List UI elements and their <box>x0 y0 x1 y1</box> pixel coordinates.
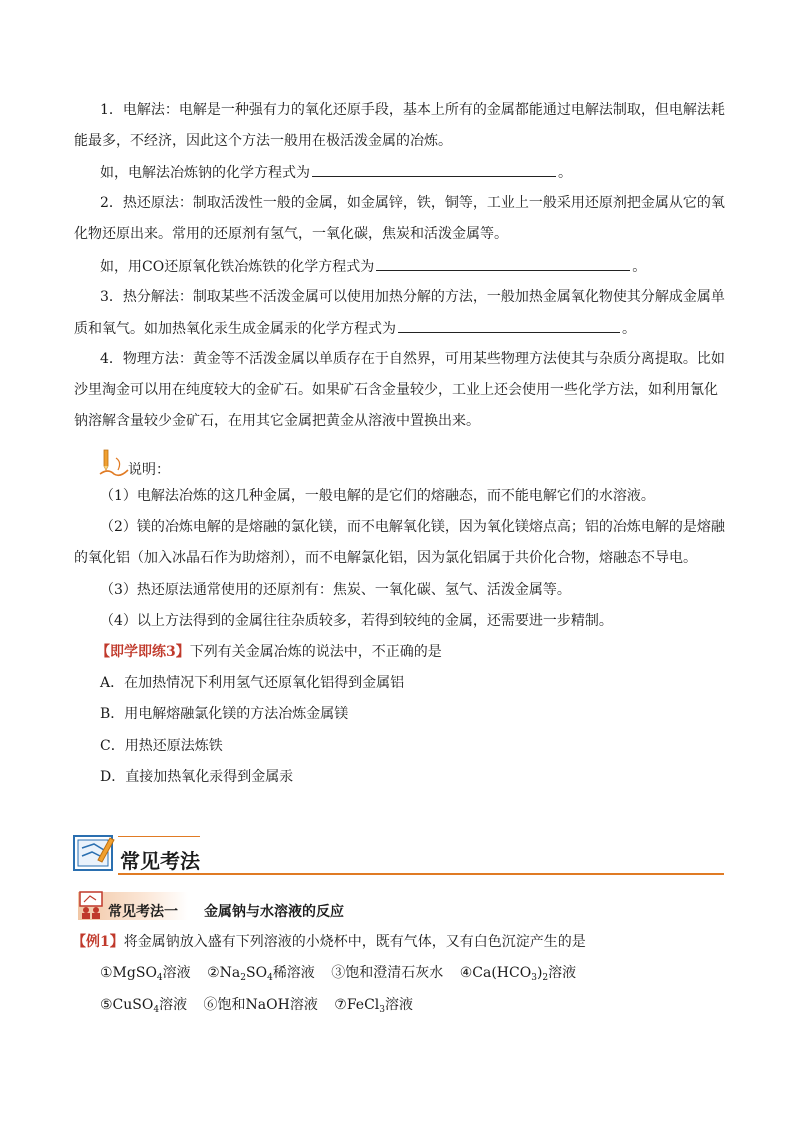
paragraph-2-line-2: 化物还原出来。常用的还原剂有氢气，一氧化碳，焦炭和活泼金属等。 <box>74 226 508 242</box>
example-question <box>72 932 732 952</box>
paragraph-1-line-1: 1．电解法：电解是一种强有力的氧化还原手段，基本上所有的金属都能通过电解法制取，但电解法耗 <box>100 102 725 118</box>
paragraph-4-line-2: 沙里淘金可以用在纯度较大的金矿石。如果矿石含金量较少，工业上还会使用一些化学方法，如利用氰化 <box>74 382 718 398</box>
option-2[interactable]: $②Na_2SO_4$稀溶液 <box>207 965 315 983</box>
practice-option-d[interactable]: D．直接加热氧化汞得到金属汞 <box>100 769 294 785</box>
option-3[interactable]: ③饱和澄清石灰水 <box>331 965 444 981</box>
paragraph-3-line-2 <box>74 318 734 339</box>
pen-note-icon <box>98 448 132 478</box>
practice-option-b[interactable]: B．用电解熔融氯化镁的方法冶炼金属镁 <box>100 706 349 722</box>
section-rule <box>118 873 724 875</box>
paragraph-3-line-1: 3．热分解法：制取某些不活泼金属可以使用加热分解的方法，一般加热金属氧化物使其分解成金属单 <box>100 289 725 305</box>
notebook-icon <box>72 830 116 874</box>
paragraph-1-line-3-end: 。 <box>558 165 572 181</box>
note-1: （1）电解法冶炼的这几种金属，一般电解的是它们的熔融态，而不能电解它们的水溶液。 <box>100 488 655 504</box>
option-7[interactable]: ⑦FeCl$_3$溶液 <box>334 997 414 1015</box>
example-options-row-2 <box>100 995 425 1015</box>
option-5[interactable]: ⑤CuSO$_4$溶液 <box>100 997 188 1015</box>
practice-option-a[interactable]: A．在加热情况下利用氢气还原氧化铝得到金属铝 <box>100 675 405 691</box>
paragraph-2-line-3-text: 如，用CO还原氧化铁冶炼铁的化学方程式为 <box>100 259 375 275</box>
section-rule-top <box>118 836 200 837</box>
paragraph-2-line-1: 2．热还原法：制取活泼性一般的金属，如金属锌，铁，铜等，工业上一般采用还原剂把金属从它的氧 <box>100 195 725 211</box>
note-2-line-2: 的氧化铝（加入冰晶石作为助熔剂），而不电解氯化铝，因为氯化铝属于共价化合物，熔融态不导电。 <box>74 550 697 566</box>
paragraph-4-line-3: 钠溶解含量较少金矿石，在用其它金属把黄金从溶液中置换出来。 <box>74 413 480 429</box>
teacher-icon <box>78 890 106 920</box>
paragraph-4-line-1: 4．物理方法：黄金等不活泼金属以单质存在于自然界，可用某些物理方法使其与杂质分离提取。比如 <box>100 351 725 367</box>
option-6[interactable]: ⑥饱和NaOH溶液 <box>203 997 318 1013</box>
subsection-label: 常见考法一 <box>108 904 178 920</box>
answer-blank[interactable] <box>376 256 630 271</box>
practice-tag: 【即学即练3】 <box>96 644 190 660</box>
section-title: 常见考法 <box>120 849 200 873</box>
paragraph-1-line-3-text: 如，电解法冶炼钠的化学方程式为 <box>100 165 310 181</box>
option-4[interactable]: $④Ca(HCO_3)_2$溶液 <box>459 965 577 983</box>
practice-option-c[interactable]: C．用热还原法炼铁 <box>100 738 223 754</box>
note-label: 说明： <box>128 462 170 478</box>
answer-blank[interactable] <box>398 318 620 333</box>
paragraph-1-line-2: 能最多，不经济，因此这个方法一般用在极活泼金属的冶炼。 <box>74 133 452 149</box>
paragraph-2-line-3-end: 。 <box>632 259 647 275</box>
note-4: （4）以上方法得到的金属往往杂质较多，若得到较纯的金属，还需要进一步精制。 <box>100 613 613 629</box>
paragraph-3-line-2-end: 。 <box>622 321 636 337</box>
answer-blank[interactable] <box>312 162 556 177</box>
practice-question-text: 下列有关金属冶炼的说法中，不正确的是 <box>189 644 442 660</box>
note-2-line-1: （2）镁的冶炼电解的是熔融的氯化镁，而不电解氧化镁，因为氧化镁熔点高；铝的冶炼电解的是熔融 <box>100 519 725 535</box>
paragraph-1-line-3 <box>100 162 760 183</box>
note-3: （3）热还原法通常使用的还原剂有：焦炭、一氧化碳、氢气、活泼金属等。 <box>100 582 571 598</box>
subsection-topic: 金属钠与水溶液的反应 <box>204 904 344 920</box>
example-options-row-1 <box>100 963 588 983</box>
paragraph-2-line-3 <box>100 256 760 277</box>
example-tag: 【例1】 <box>72 934 124 950</box>
example-question-text: 将金属钠放入盛有下列溶液的小烧杯中，既有气体，又有白色沉淀产生的是 <box>123 934 586 950</box>
practice-question <box>96 642 756 662</box>
paragraph-3-line-2-text: 质和氧气。如加热氧化汞生成金属汞的化学方程式为 <box>74 321 396 337</box>
option-1[interactable]: ①MgSO$_4$溶液 <box>100 965 191 983</box>
